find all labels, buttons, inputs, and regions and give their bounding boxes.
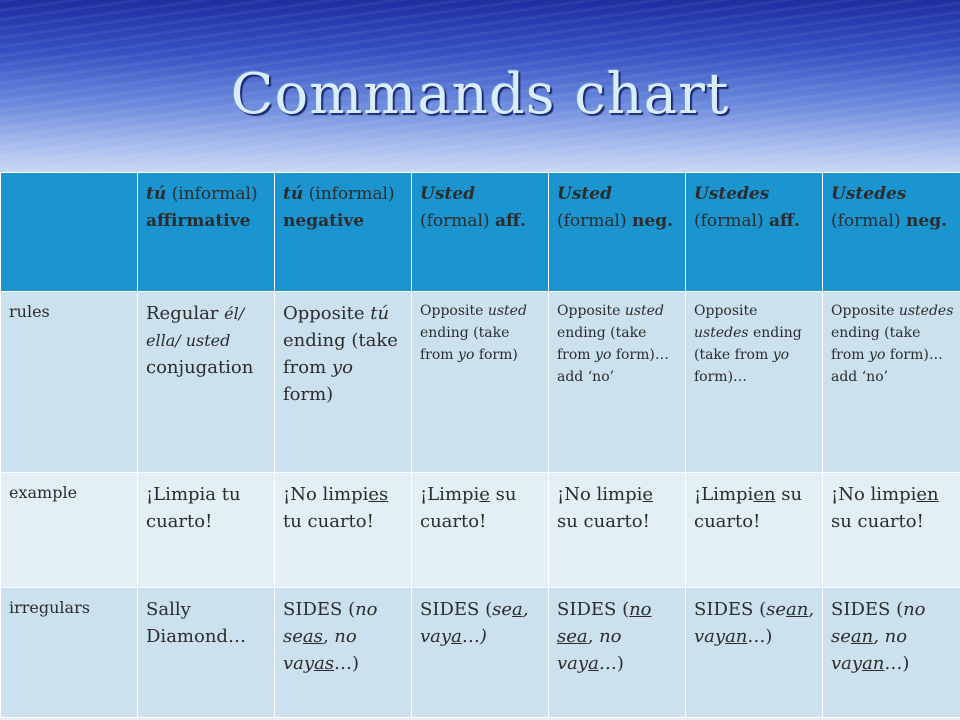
example-tu-negative: ¡No limpies tu cuarto! xyxy=(275,473,412,588)
irregulars-tu-affirmative: Sally Diamond… xyxy=(138,588,275,718)
rules-tu-negative: Opposite tú ending (take from yo form) xyxy=(275,291,412,473)
example-ustedes-negative: ¡No limpien su cuarto! xyxy=(823,473,960,588)
rules-ustedes-affirmative: Opposite ustedes ending (take from yo form)… xyxy=(686,291,823,473)
header-ustedes-affirmative: Ustedes (formal) aff. xyxy=(686,173,823,292)
row-label-irregulars: irregulars xyxy=(1,588,138,718)
irregulars-ustedes-negative: SIDES (no sean, no vayan…) xyxy=(823,588,960,718)
header-row xyxy=(1,173,960,292)
irregulars-row xyxy=(1,588,960,718)
row-label-rules: rules xyxy=(1,291,138,473)
example-row xyxy=(1,473,960,588)
slide-title: Commands chart xyxy=(230,62,730,127)
rules-ustedes-negative: Opposite ustedes ending (take from yo form)… add ‘no’ xyxy=(823,291,960,473)
header-empty-cell xyxy=(1,173,138,292)
title-banner xyxy=(0,0,960,172)
example-tu-affirmative: ¡Limpia tu cuarto! xyxy=(138,473,275,588)
example-ustedes-affirmative: ¡Limpien su cuarto! xyxy=(686,473,823,588)
commands-table xyxy=(0,172,960,718)
header-usted-affirmative: Usted (formal) aff. xyxy=(412,173,549,292)
rules-usted-affirmative: Opposite usted ending (take from yo form) xyxy=(412,291,549,473)
example-usted-negative: ¡No limpie su cuarto! xyxy=(549,473,686,588)
example-usted-affirmative: ¡Limpie su cuarto! xyxy=(412,473,549,588)
rules-tu-affirmative: Regular él/ ella/ usted conjugation xyxy=(138,291,275,473)
header-usted-negative: Usted (formal) neg. xyxy=(549,173,686,292)
row-label-example: example xyxy=(1,473,138,588)
irregulars-tu-negative: SIDES (no seas, no vayas…) xyxy=(275,588,412,718)
irregulars-usted-affirmative: SIDES (sea, vaya…) xyxy=(412,588,549,718)
rules-usted-negative: Opposite usted ending (take from yo form)… add ‘no’ xyxy=(549,291,686,473)
irregulars-usted-negative: SIDES (no sea, no vaya…) xyxy=(549,588,686,718)
irregulars-ustedes-affirmative: SIDES (sean, vayan…) xyxy=(686,588,823,718)
header-ustedes-negative: Ustedes (formal) neg. xyxy=(823,173,960,292)
rules-row xyxy=(1,291,960,473)
header-tu-negative: tú (informal) negative xyxy=(275,173,412,292)
header-tu-affirmative: tú (informal) affirmative xyxy=(138,173,275,292)
